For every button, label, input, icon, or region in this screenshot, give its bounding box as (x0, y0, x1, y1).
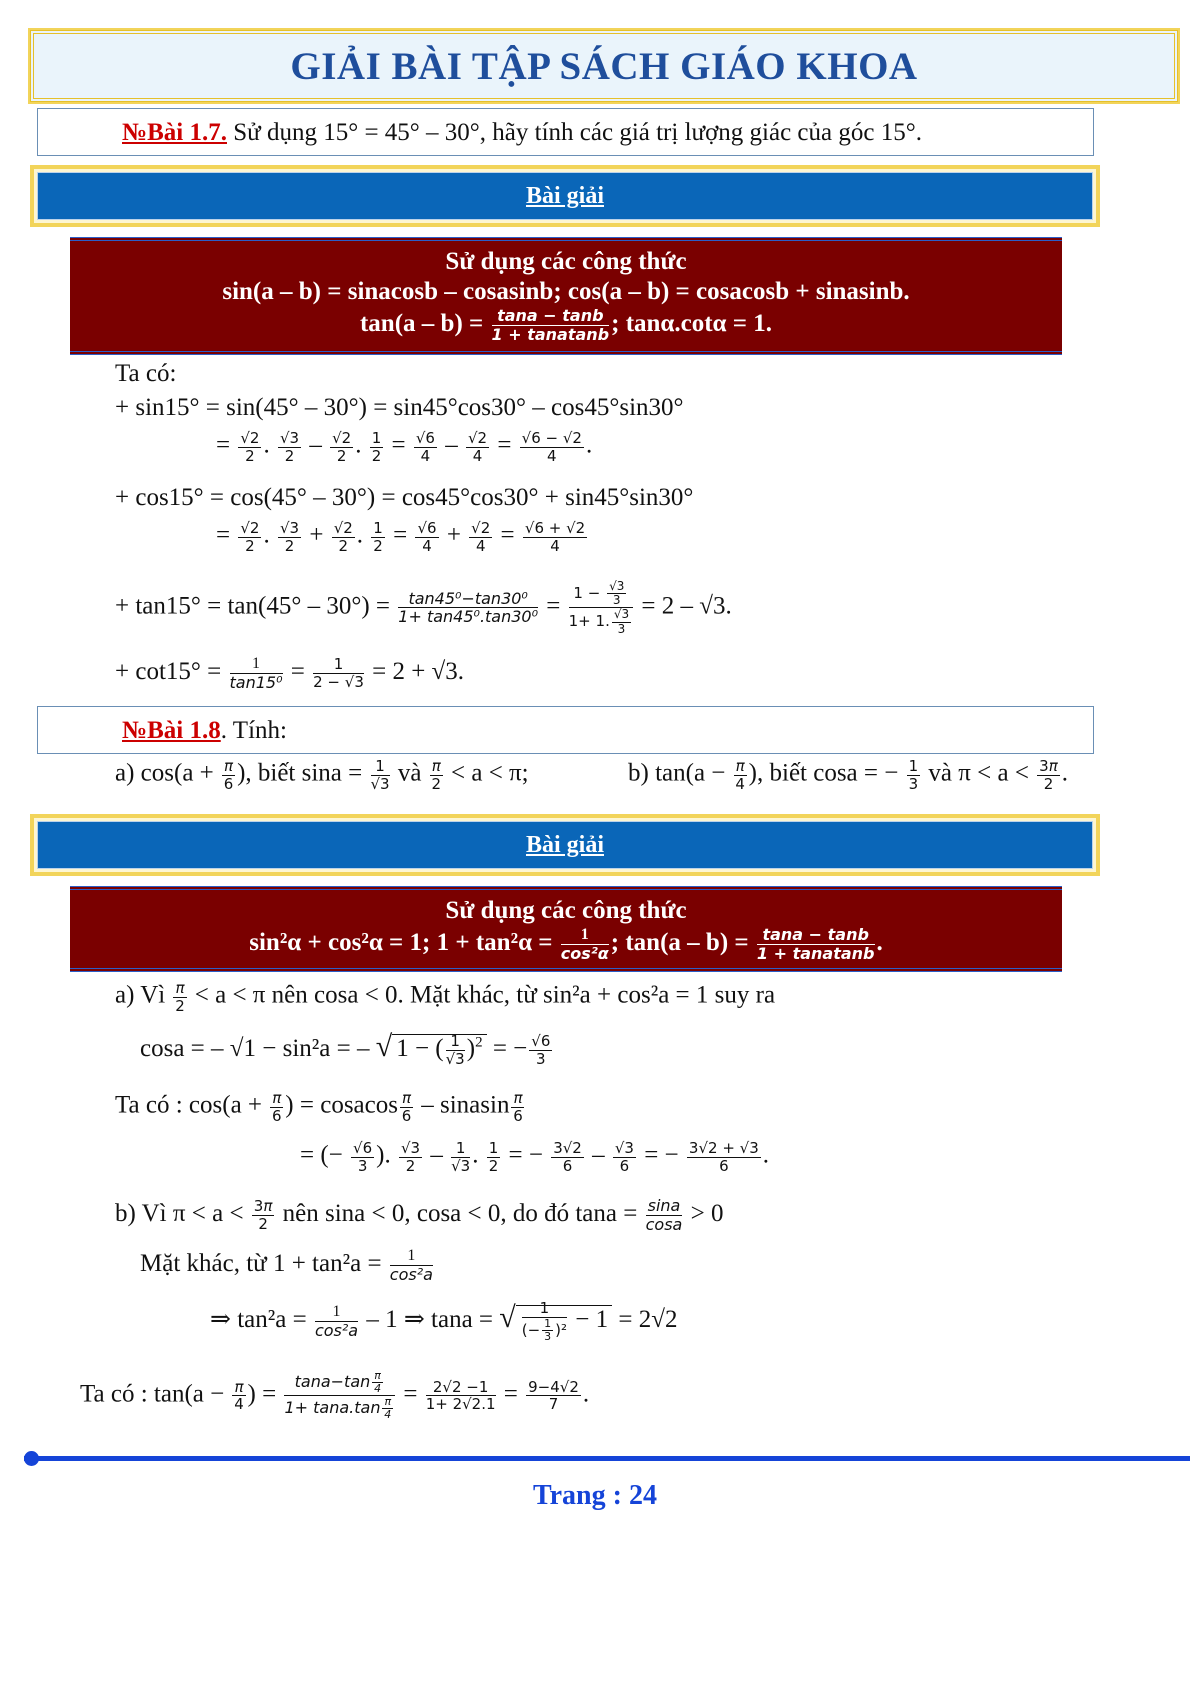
text-intro: Ta có: (115, 360, 177, 387)
footer-dot (24, 1451, 39, 1466)
solution-b-line2: Mặt khác, từ 1 + tan²a = $\frac{1}{\text{cos²a}}$ (140, 1247, 433, 1284)
solution-header-bar (30, 814, 1100, 876)
formula-title: Sử dụng các công thức (445, 248, 687, 275)
cot-line: + cot15° = $\frac{1}{\text{tan15⁰}}$ = $\frac{1}{2 - √3}$ = 2 + √3. (115, 655, 465, 692)
problem-part-b: b) tan(a − $\frac{\pi}{4}$ ), biết cosa = − $\frac{1}{3}$ và π < a < $\frac{3\pi}{2}$ . (628, 757, 1068, 793)
solution-a-line4: = (− $\frac{√6}{3}$ ). $\frac{√3}{2}$ – $\frac{1}{√3}$ . $\frac{1}{2}$ = − $\frac{3√2}{6}$ – $\frac{√3}{6}$ = − $\frac{3√2 + √3}{6}$ . (300, 1139, 770, 1175)
formula-line: sin²α + cos²α = 1; 1 + tan²α = $\frac{1}{\text{cos²α}}$ ; tan(a – b) = $\frac{\tan a - \tan b}{\text{1 + tanatanb}}$ . (249, 925, 883, 963)
solution-a-line3: Ta có : cos(a + $\frac{\pi}{6}$ ) = cosacos $\frac{\pi}{6}$ – sinasin $\frac{\pi}{6}$ (115, 1089, 523, 1125)
solution-b-line3: ⇒ tan²a = $\frac{1}{\text{cos²a}}$ – 1 ⇒ tana = √ 1 (− $\frac{1}{3}$ )² − 1 = 2√2 (210, 1299, 678, 1343)
formula-box (70, 886, 1062, 972)
problem-part-a: a) cos(a + $\frac{\pi}{6}$ ), biết sina = $\frac{1}{√3}$ và $\frac{\pi}{2}$ < a < π; (115, 757, 529, 793)
cos-result: = $\frac{√2}{2}$ . $\frac{√3}{2}$ + $\frac{√2}{2}$ . $\frac{1}{2}$ = $\frac{√6}{4}$ + $\frac{√2}{4}$ = $\frac{√6 + √2}{4}$ (216, 519, 586, 555)
solution-header-bar (30, 165, 1100, 227)
footer-divider (24, 1456, 1190, 1461)
page-number: Trang : 24 (533, 1480, 657, 1511)
formula-box (70, 237, 1062, 355)
problem-text: . Tính: (220, 717, 287, 744)
formula-line: tan(a – b) = $\frac{\tan a - \tan b}{\text{1 + tanatanb}}$ ; tanα.cotα = 1. (359, 306, 773, 344)
solution-b-line1: b) Vì π < a < $\frac{3\pi}{2}$ nên sina < 0, cosa < 0, do đó tana = $\frac{\sin a}{\cos a}$ > 0 (115, 1196, 724, 1234)
sin-line: + sin15° = sin(45° – 30°) = sin45°cos30° – cos45°sin30° (115, 394, 684, 421)
tan-line: + tan15° = tan(45° – 30°) = $\frac{\text{tan45⁰−tan30⁰}}{\text{1+ tan45⁰.tan30⁰}}$ = 1 − $\frac{√3}{3}$ 1+ 1. $\frac{√3}{3}$ = 2 – √3. (115, 579, 732, 636)
formula-title: Sử dụng các công thức (445, 897, 687, 924)
formula-line: sin(a – b) = sinacosb – cosasinb; cos(a – b) = cosacosb + sinasinb. (222, 278, 910, 305)
problem-number: №Bài 1.7. (122, 119, 227, 146)
cos-line: + cos15° = cos(45° – 30°) = cos45°cos30° + sin45°sin30° (115, 484, 694, 511)
problem-number: №Bài 1.8 (122, 717, 221, 744)
solution-label: Bài giải (525, 831, 604, 858)
solution-label: Bài giải (525, 182, 604, 209)
problem-text: Sử dụng 15° = 45° – 30°, hãy tính các giá trị lượng giác của góc 15°. (227, 119, 922, 146)
solution-b-line4: Ta có : tan(a − $\frac{\pi}{4}$ ) = tana−tan $\frac{\pi}{4}$ 1+ tana.tan $\frac{\pi}{4}$ = $\frac{2√2 -1}{1+ 2√2.1}$ = $\frac{9-4√2}{7}$ . (80, 1369, 590, 1422)
page-title: GIẢI BÀI TẬP SÁCH GIÁO KHOA (290, 44, 918, 88)
solution-a-line1: a) Vì $\frac{\pi}{2}$ < a < π nên cosa < 0. Mặt khác, từ sin²a + cos²a = 1 suy ra (115, 979, 776, 1015)
problem-1-7-box (37, 108, 1094, 156)
sin-result: = $\frac{√2}{2}$ . $\frac{√3}{2}$ – $\frac{√2}{2}$ . $\frac{1}{2}$ = $\frac{√6}{4}$ – $\frac{√2}{4}$ = $\frac{√6 - √2}{4}$ . (216, 429, 593, 465)
page-header (30, 30, 1178, 102)
problem-1-8-box (37, 706, 1094, 754)
solution-a-line2: cosa = – √1 − sin²a = – √ 1 − ( $\frac{1}{√3}$ )$^2$ = − $\frac{√6}{3}$ (140, 1030, 551, 1068)
